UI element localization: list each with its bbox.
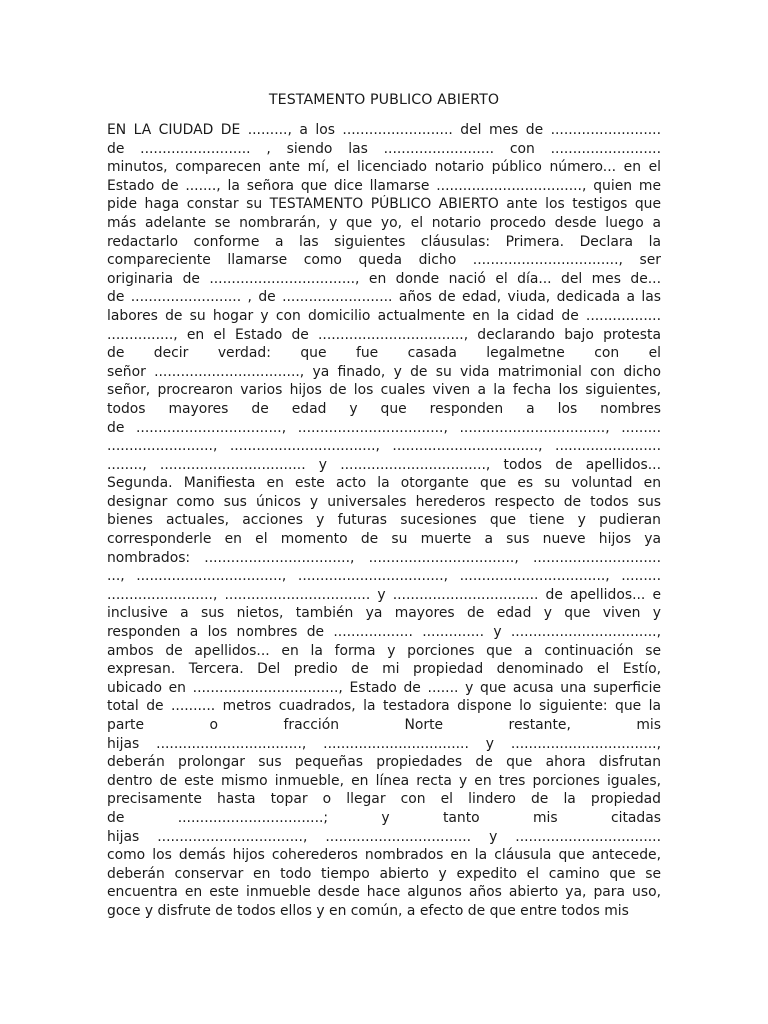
body-text-line: responden a los nombres de .................. .............. y .................................,	[107, 624, 661, 641]
body-text-line: hijas ................................., ................................. y .................................,	[107, 735, 661, 752]
body-text-line: originaria de ................................., en donde nació el día... del mes de...	[107, 270, 661, 287]
body-text-line: de .................................; y tanto mis citadas	[107, 809, 661, 826]
body-text-line: deberán conservar en todo tiempo abierto y expedito el camino que se	[107, 865, 661, 882]
body-text-line: nombrados: ................................., ................................., .............................	[107, 549, 661, 566]
body-text-line: labores de su hogar y con domicilio actualmente en la cidad de .................	[107, 307, 661, 324]
body-text-line: goce y disfrute de todos ellos y en común, a efecto de que entre todos mis	[107, 902, 629, 919]
body-text-line: precisamente hasta topar o llegar con el lindero de la propiedad	[107, 791, 661, 808]
body-text-line: compareciente llamarse como queda dicho ................................., ser	[107, 252, 661, 269]
body-text-line: redactarlo conforme a las siguientes cláusulas: Primera. Declara la	[107, 233, 661, 250]
body-text-line: de decir verdad: que fue casada legalmetne con el	[107, 345, 661, 362]
body-text-line: bienes actuales, acciones y futuras sucesiones que tiene y pudieran	[107, 512, 661, 529]
body-text-line: ubicado en ................................., Estado de ....... y que acusa una superficie	[107, 679, 661, 696]
body-text-line: más adelante se nombrarán, y que yo, el notario procedo desde luego a	[107, 214, 661, 231]
body-text-line: ........................, ................................. y ................................. de apellidos... e	[107, 586, 661, 603]
body-text-line: señor ................................., ya finado, y de su vida matrimonial con dicho	[107, 363, 661, 380]
body-text-line: de ......................... , de ......................... años de edad, viuda, dedicada a las	[107, 289, 661, 306]
body-text-line: ..............., en el Estado de ................................., declarando bajo protesta	[107, 326, 661, 343]
body-text-line: señor, procrearon varios hijos de los cuales viven a la fecha los siguientes,	[107, 382, 661, 399]
body-text-line: como los demás hijos coherederos nombrados en la cláusula que antecede,	[107, 847, 661, 864]
body-text-line: hijas ................................., ................................. y .................................	[107, 828, 661, 845]
body-text-line: todos mayores de edad y que responden a los nombres	[107, 400, 661, 417]
body-text-line: de ......................... , siendo las ......................... con .........................	[107, 140, 661, 157]
body-text-line: ambos de apellidos... en la forma y porciones que a continuación se	[107, 642, 661, 659]
body-text-line: parte o fracción Norte restante, mis	[107, 717, 661, 733]
body-text-line: corresponderle en el momento de su muerte a sus nueve hijos ya	[107, 531, 661, 548]
body-text-line: de ................................., ................................., ................................., .........	[107, 419, 661, 436]
body-text-line: expresan. Tercera. Del predio de mi propiedad denominado el Estío,	[107, 661, 661, 678]
body-text-line: total de .......... metros cuadrados, la testadora dispone lo siguiente: que la	[107, 698, 661, 715]
document-title: TESTAMENTO PUBLICO ABIERTO	[268, 92, 500, 108]
body-text-line: inclusive a sus nietos, también ya mayores de edad y que viven y	[107, 605, 661, 622]
body-text-line: ........, ................................. y ................................., todos de apellidos...	[107, 456, 661, 473]
body-text-line: Segunda. Manifiesta en este acto la otorgante que es su voluntad en	[107, 475, 661, 492]
body-text-line: ........................, ................................., ................................., ........................	[107, 438, 661, 455]
body-text-line: EN LA CIUDAD DE ........., a los ......................... del mes de .........................	[107, 122, 661, 138]
body-text-line: ..., ................................., ................................., ................................., .........	[107, 568, 661, 585]
body-text-line: deberán prolongar sus pequeñas propiedades de que ahora disfrutan	[107, 754, 661, 771]
body-text-line: designar como sus únicos y universales herederos respecto de todos sus	[107, 493, 661, 510]
body-text-line: encuentra en este inmueble desde hace algunos años abierto ya, para uso,	[107, 884, 661, 901]
body-text-line: pide haga constar su TESTAMENTO PÚBLICO ABIERTO ante los testigos que	[107, 196, 661, 213]
body-text-line: minutos, comparecen ante mí, el licenciado notario público número... en el	[107, 159, 661, 176]
document-body	[107, 121, 661, 921]
body-text-line: dentro de este mismo inmueble, en línea recta y en tres porciones iguales,	[107, 772, 661, 789]
body-text-line: Estado de ......., la señora que dice llamarse ................................., quien me	[107, 177, 661, 194]
